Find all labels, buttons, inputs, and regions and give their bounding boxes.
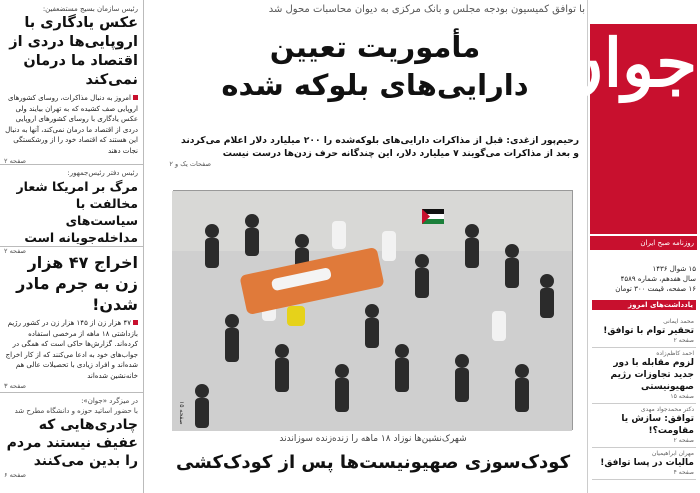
story-2[interactable] [0, 168, 142, 255]
story-kicker: رئیس دفتر رئیس‌جمهور: [67, 169, 138, 177]
index-page: صفحه ۲ [673, 437, 694, 444]
index-title-text: مالیات در پسا توافق! [600, 458, 694, 468]
lead-line-1: رحیم‌پور ازغدی: قبل از مذاکرات دارایی‌های بلوکه‌شده را ۲۰۰ میلیارد دلار اعلام می‌کردند [181, 135, 579, 146]
index-page: صفحه ۲ [673, 337, 694, 344]
lead-line-2: و بعد از مذاکرات می‌گویند ۷ میلیارد دلار، این چندگانه حرف زدن‌ها درست نیست [222, 148, 579, 159]
index-writer: محمد ایمانی [663, 318, 694, 325]
headline-line-1: مأموریت تعیین [269, 30, 481, 64]
index-item[interactable] [592, 404, 696, 448]
story-headline: عکس یادگاری با اروپایی‌ها دردی از اقتصاد ما درمان نمی‌کند [9, 15, 138, 88]
index-page: صفحه ۴ [673, 469, 694, 476]
story-page: صفحه ۲ [4, 157, 27, 165]
index-item[interactable] [592, 316, 696, 348]
index-writer: مهران ابراهیمیان [651, 450, 694, 457]
story-body-text: ۴۷ هزار زن از ۱۴۵ هزار زن در کشور رژیم بازداشتی ۱۸ ماهه از مرخصی استفاده کرده‌اند. گزارش‌ها حاکی است که همگی در جواب‌های خود به ادعا می‌کنند که از کار اخراج شده‌اند و افراد زیادی با تحصیلات عالی هم خانه‌نشین شده‌اند [5, 319, 138, 380]
index-item[interactable] [592, 348, 696, 404]
divider [0, 164, 144, 165]
story-kicker: رئیس سازمان بسیج مستضعفین: [42, 5, 138, 13]
index-title-text: تحقیر توام با توافق! [603, 326, 694, 336]
photo-page-ref: صفحه ۱۵ [178, 401, 185, 425]
photo-illustration [172, 191, 572, 431]
story-page: صفحه ۶ [4, 471, 27, 479]
bullet-square-icon [133, 95, 138, 100]
divider [0, 246, 144, 247]
story-subkicker: با حضور اساتید حوزه و دانشگاه مطرح شد [14, 407, 138, 415]
logo [555, 24, 697, 234]
index-title: یادداشت‌های امروز [592, 300, 696, 310]
top-kicker: با توافق کمیسیون بودجه مجلس و بانک مرکزی به دیوان محاسبات محول شد [268, 4, 585, 15]
story-headline: اخراج ۴۷ هزار زن به جرم مادر شدن! [16, 253, 138, 314]
story-3[interactable] [0, 252, 142, 390]
headline-line-2: دارایی‌های بلوکه شده [221, 68, 529, 102]
news-photo[interactable] [173, 190, 573, 430]
issue-price: ۱۶ صفحه، قیمت ۳۰۰ تومان [615, 285, 696, 293]
logo-text: جوان [555, 24, 697, 102]
lead-text [169, 134, 579, 160]
index-title-text: لزوم مقابله با دور جدید تجاوزات رژیم صهیونیستی [610, 358, 694, 392]
left-column [0, 0, 144, 493]
masthead [555, 0, 700, 493]
story-4[interactable] [0, 396, 142, 479]
main-headline[interactable] [165, 28, 585, 104]
photo-headline[interactable]: کودک‌سوزی صهیونیست‌ها پس از کودک‌کشی [175, 452, 571, 473]
issue-date: ۱۵ شوال ۱۴۳۶ [652, 265, 696, 273]
story-body-text: امروز به دنبال مذاکرات، روسای کشورهای اروپایی صف کشیده که به تهران بیایند ولی عکس یادگاری با روسای کشورهای اروپایی دردی از اقتصاد ما درمان نمی‌کند، آنها به دنبال این هستند که اقتصاد خود را از ورشکستگی نجات دهند [5, 94, 138, 155]
index-item[interactable] [592, 448, 696, 480]
story-body [4, 318, 138, 381]
story-kicker: در میزگرد «جوان»: [81, 397, 138, 405]
photo-caption: شهرک‌نشین‌ها نوزاد ۱۸ ماهه را زنده‌زنده سوزاندند [279, 434, 467, 444]
divider [0, 392, 144, 393]
issue-info [592, 264, 696, 294]
lead-page-ref: صفحات یک و ۲ [169, 160, 211, 168]
story-headline: چادری‌هایی که عفیف نیستند مردم را بدین می‌کنند [6, 417, 138, 469]
story-1[interactable] [0, 4, 142, 165]
index-page: صفحه ۱۵ [670, 393, 694, 400]
index-writer: احمد کاظم‌زاده [656, 350, 694, 357]
main-story-area [165, 0, 585, 493]
index-list [592, 316, 696, 480]
index-writer: دکتر محمدجواد مهدی [640, 406, 694, 413]
index-title-text: توافق: سازش یا مقاومت؟! [621, 414, 694, 436]
issue-number: سال هفدهم، شماره ۴۵۸۹ [620, 275, 696, 283]
story-page: صفحه ۳ [4, 382, 27, 390]
bullet-square-icon [133, 320, 138, 325]
logo-subline: روزنامه صبح ایران [590, 236, 697, 250]
story-headline: مرگ بر امریکا شعار مخالفت با سیاست‌های مداخله‌جویانه است [16, 179, 138, 245]
story-body [4, 93, 138, 156]
story-page: صفحه ۲ [4, 247, 27, 255]
